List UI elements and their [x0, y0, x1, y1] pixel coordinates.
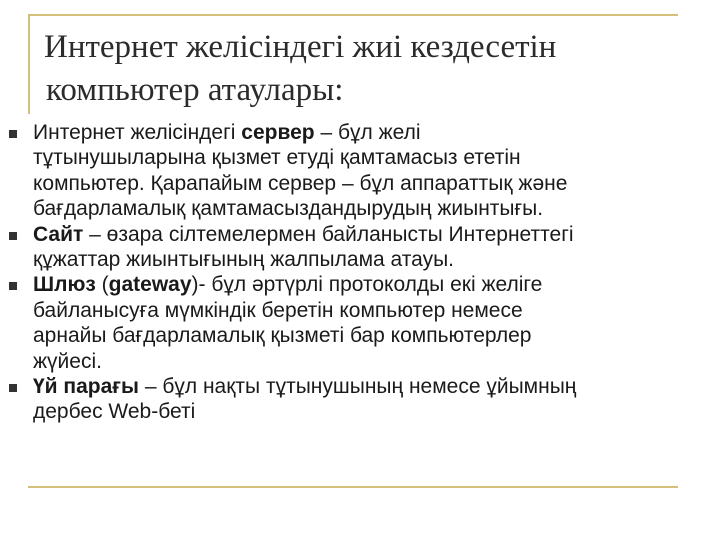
bullet-item-server: [0, 120, 720, 222]
bullet-line: тұтынушыларына қызмет етуді қамтамасыз ететін: [33, 146, 521, 170]
term-homepage: Үй парағы: [33, 375, 139, 399]
text-run: (: [95, 273, 109, 297]
term-site: Сайт: [33, 222, 84, 246]
text-run: – бұл желі: [314, 121, 421, 144]
square-bullet-icon: [9, 282, 17, 290]
term-gateway-en: gateway: [108, 273, 192, 297]
bullet-line: құжаттар жиынтығының жалпылама атауы.: [33, 248, 455, 272]
text-run: Интернет желісіндегі: [33, 121, 242, 144]
bullet-line: бағдарламалық қамтамасыздандырудың жиынтығы.: [33, 197, 544, 221]
title-line-2: компьютер атаулары:: [46, 72, 344, 108]
bullet-item-site: [0, 222, 720, 273]
bullet-line: жүйесі.: [33, 349, 102, 373]
bullet-line: арнайы бағдарламалық қызметі бар компьютерлер: [33, 324, 532, 348]
title-line-1: Интернет желісіндегі жиі кездесетін: [44, 29, 557, 65]
square-bullet-icon: [9, 384, 17, 392]
bullet-item-homepage: [0, 374, 720, 425]
frame-top-rule: [28, 14, 678, 16]
bullet-line: [33, 374, 720, 399]
square-bullet-icon: [9, 232, 17, 240]
text-run: )- бұл әртүрлі протоколды екі желіге: [191, 273, 543, 297]
square-bullet-icon: [9, 130, 17, 138]
bullet-item-gateway: [0, 272, 720, 374]
bullet-line: [33, 222, 720, 247]
bullet-line: дербес Web-беті: [33, 400, 196, 424]
bullet-line: байланысуға мүмкіндік беретін компьютер немесе: [33, 298, 523, 322]
bullet-line: компьютер. Қарапайым сервер – бұл аппараттық және: [33, 171, 568, 195]
slide-title: [44, 26, 664, 112]
term-gateway: Шлюз: [33, 273, 96, 297]
text-run: – бұл нақты тұтынушының немесе ұйымның: [138, 375, 577, 399]
bullet-line: [33, 120, 720, 145]
term-server: сервер: [241, 121, 315, 144]
bullet-list: [0, 120, 720, 425]
frame-bottom-rule: [28, 486, 678, 488]
text-run: – өзара сілтемелермен байланысты Интернеттегі: [83, 222, 574, 246]
frame-left-rule: [28, 14, 30, 114]
bullet-line: [33, 272, 720, 297]
